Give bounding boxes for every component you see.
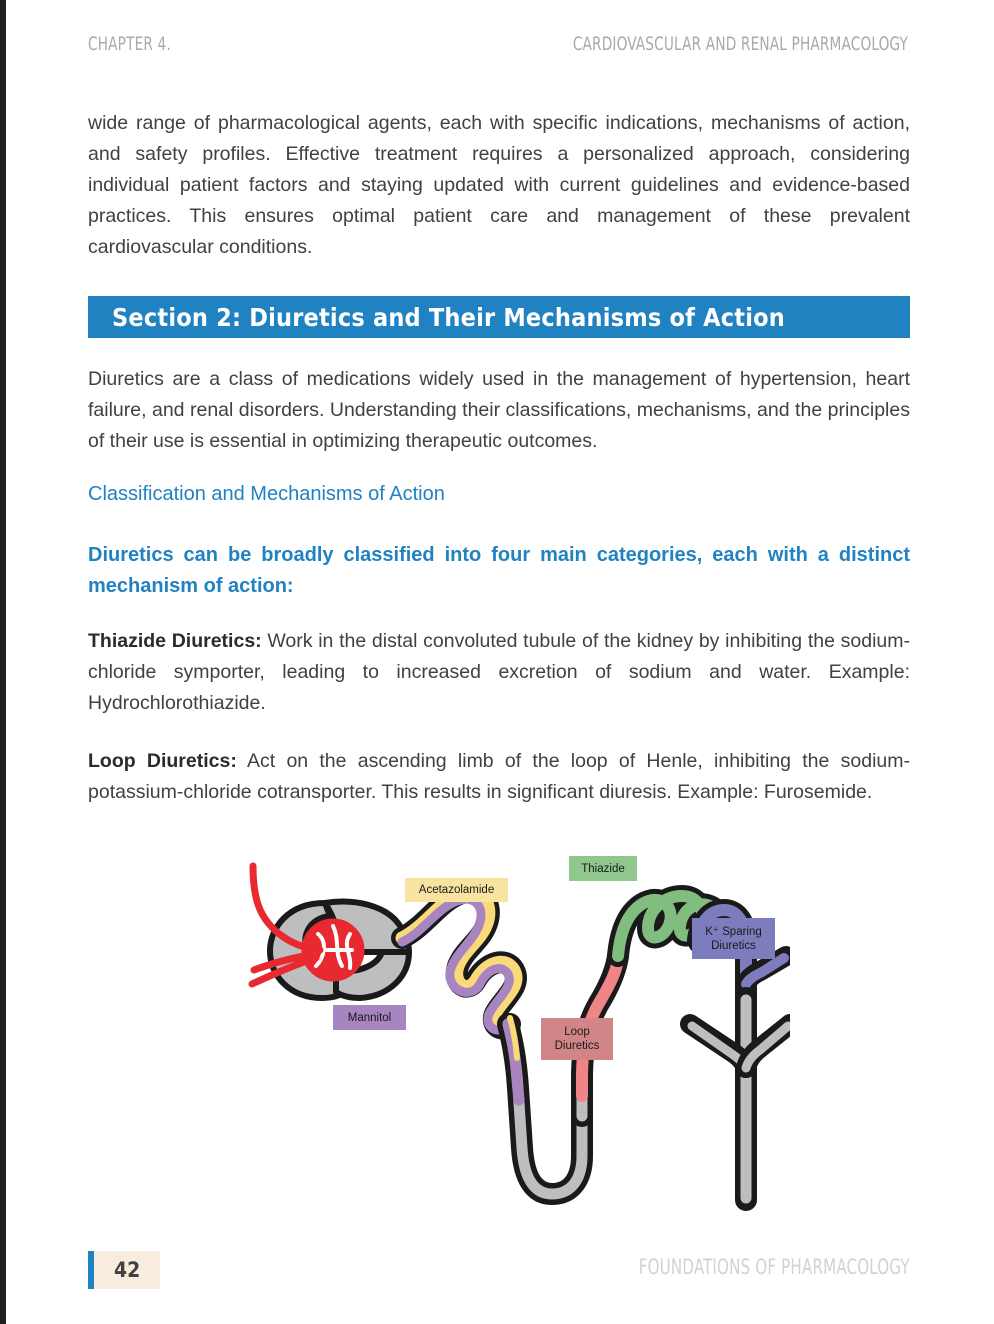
page-number-accent-bar (88, 1251, 94, 1289)
section-banner-title: Section 2: Diuretics and Their Mechanisms of Action (112, 302, 785, 332)
figure-label-thiazide (569, 856, 637, 881)
figure-label-ksparing-line2: Diuretics (711, 939, 756, 952)
figure-label-loop-line1: Loop (564, 1026, 590, 1038)
running-head-title: CARDIOVASCULAR AND RENAL PHARMACOLOGY (572, 33, 908, 55)
diuretics-paragraph: Diuretics are a class of medications widely used in the management of hypertension, heart failure, and renal disorders. Understanding their classifications, mechanisms, and the principles of their use is essential in optimizing therapeutic outcomes. (88, 368, 910, 452)
loop-paragraph (88, 746, 910, 808)
figure-label-mannitol-text: Mannitol (347, 1011, 392, 1024)
thiazide-description: Work in the distal convoluted tubule of the kidney by inhibiting the sodium-chloride symporter, leading to increased excretion of sodium and water. Example: Hydrochlorothiazide. (88, 630, 910, 714)
figure-label-ksparing-line1: K⁺ Sparing (705, 925, 762, 938)
figure-label-mannitol (333, 1005, 406, 1030)
intro-paragraph: wide range of pharmacological agents, each with specific indications, mechanisms of action, and safety profiles. Effective treatment requires a personalized approach, considering individual patient factors and staying updated with current guidelines and evidence-based practices. This ensures optimal patient care and management of these prevalent cardiovascular conditions. (88, 112, 910, 258)
loop-description: Act on the ascending limb of the loop of Henle, inhibiting the sodium-potassium-chloride cotransporter. This results in significant diuresis. Example: Furosemide. (88, 750, 910, 803)
figure-label-acetazolamide-text: Acetazolamide (418, 884, 495, 896)
running-head (88, 30, 908, 58)
classification-subheading: Classification and Mechanisms of Action (88, 483, 445, 505)
categories-paragraph: Diuretics can be broadly classified into four main categories, each with a distinct mechanism of action: (88, 544, 910, 597)
page-number: 42 (114, 1258, 141, 1282)
page-footer (88, 1251, 910, 1291)
figure-label-acetazolamide (405, 878, 508, 902)
section-banner (88, 296, 910, 338)
nephron-diagram-svg (230, 848, 790, 1218)
thiazide-term: Thiazide Diuretics: (88, 630, 262, 652)
figure-label-loop-diuretics (541, 1018, 613, 1060)
footer-book-title: FOUNDATIONS OF PHARMACOLOGY (639, 1255, 910, 1279)
figure-label-k-sparing-diuretics (692, 918, 775, 959)
nephron-diagram-figure (230, 848, 790, 1218)
loop-term: Loop Diuretics: (88, 750, 237, 772)
page-number-chip (88, 1251, 160, 1289)
thiazide-paragraph (88, 626, 910, 719)
page-left-edge-bar (0, 0, 6, 1324)
running-head-chapter: CHAPTER 4. (88, 33, 171, 55)
figure-label-loop-line2: Diuretics (554, 1040, 600, 1052)
figure-label-thiazide-text: Thiazide (581, 862, 625, 875)
